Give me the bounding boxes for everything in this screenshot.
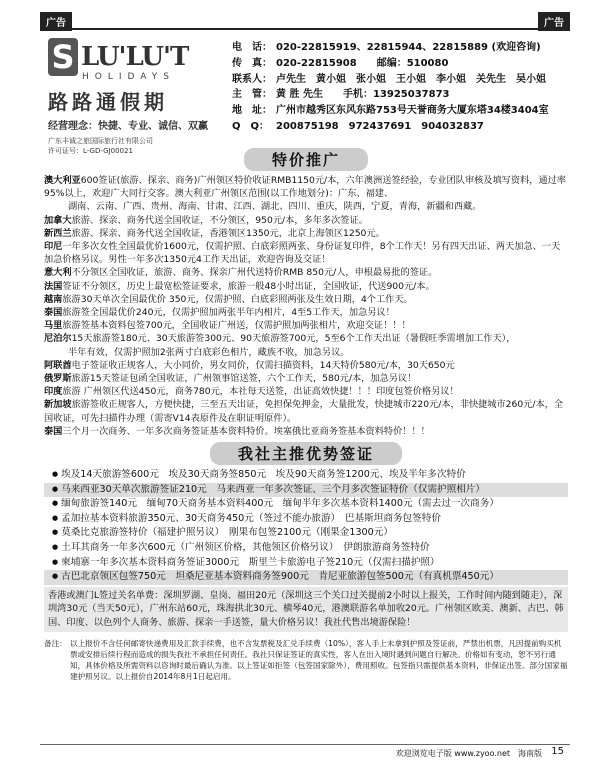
visa-item: [44, 200, 568, 213]
visa-country: 阿联酋: [44, 359, 72, 371]
visa-country: 印尼: [44, 241, 63, 253]
ad-label-right: 广告: [538, 12, 570, 31]
visa-country: 新西兰: [44, 227, 72, 239]
advantage-item: ● 古巴北京领区包签750元 坦桑尼亚基本资料商务签900元 肯尼亚旅游包签500元（有真机票450元）: [44, 570, 568, 585]
visa-detail: 电子签证收正规客人，大小同价，男女同价，仅需扫描资料，14天特价580元/本，30天650元: [71, 359, 455, 371]
contact-label: 地 址：: [232, 105, 272, 117]
visa-item: [44, 174, 568, 200]
contact-label: Q Q：: [232, 120, 270, 132]
page-number: 15: [551, 746, 564, 757]
visa-item: [44, 214, 568, 227]
visa-detail: 半年有效，仅需护照加2张两寸白底彩色相片，藏族不收，加急另议。: [68, 346, 350, 358]
visa-item: [44, 266, 568, 279]
visa-item: [44, 346, 568, 359]
contact-manager: [232, 87, 568, 103]
visa-country: 意大利: [44, 267, 72, 279]
visa-detail: 旅游、探亲、商务代送全国收证，香港领区1350元，北京上海领区1250元。: [71, 227, 385, 239]
remarks: [44, 638, 568, 682]
visa-item: [44, 398, 568, 424]
visa-detail: 旅游签全国最优价240元，仅需护照加两张半年内相片，4至5工作天，加急另议！: [62, 307, 395, 319]
advantage-item: ● 孟加拉基本资料旅游350元、30天商务450元（签过不能办旅游） 巴基斯坦商务包签特价: [44, 512, 568, 527]
remarks-label: 备注：: [44, 638, 67, 648]
logo-brand-cn: 路路通假期: [48, 90, 168, 114]
visa-item: [44, 306, 568, 319]
visa-country: 泰国: [44, 307, 63, 319]
visa-item: [44, 372, 568, 385]
visa-detail: 旅游签收正规客人，方便快捷，三至五天出证，免担保免押金，大量批发，快捷城市220元/本，非快捷城市260元/本，全国收证，可先扫描件办理（需寄V14表原件及在职证明原件）。: [44, 399, 564, 424]
visa-detail: 旅游签基本资料包签700元，全国收证广州送，仅需护照加两张相片，欢迎交证！！！: [62, 320, 411, 332]
visa-detail: 600签证(旅游、探亲、商务)广州领区特价收证RMB1150元/本，六年澳洲送签经验，专业团队审核及填写资料，通过率95%以上，欢迎广大同行交客。澳大利亚广州领区范围(以工作地划分)：广东、福建、: [44, 175, 566, 200]
footer-text: 欢迎浏览电子版 www.zyoo.net 海南版: [395, 749, 542, 758]
license-number: 许可证号：L-GD-GJ00021: [48, 147, 133, 155]
visa-detail: 旅游、探亲、商务代送全国收证，不分领区，950元/本，多年多次签证。: [71, 214, 368, 226]
footer-divider: [40, 744, 570, 745]
contact-value: 020-22815908 邮编：510080: [276, 57, 449, 69]
visa-country: 加拿大: [44, 214, 72, 226]
advantage-item: ● 土耳其商务一年多次600元（广州领区价格，其他领区价格另议） 伊朗旅游商务签特价: [44, 541, 568, 556]
contact-phone: [232, 40, 568, 56]
visa-detail: 三个月一次商务、一年多次商务签证基本资料特价。埃塞俄比亚商务签基本资料特价！！！: [62, 425, 430, 437]
visa-detail: 旅游 广州领区代送450元，商务780元，本社每天送签，出证高效快捷！！！印度包签价格另议！: [62, 386, 459, 398]
visa-detail: 湖南、云南、广西、贵州、海南、甘肃、江西、湖北、四川、重庆，陕西，宁夏，青海，新疆和西藏。: [68, 201, 482, 213]
advantage-item: ● 缅甸旅游签140元 缅甸70天商务基本资料400元 缅甸半年多次基本资料1400元（需去过一次商务）: [44, 497, 568, 512]
logo: [48, 38, 220, 156]
contact-label: 联系人：: [232, 73, 272, 85]
contact-label: 电 话：: [232, 42, 272, 53]
visa-item: [44, 385, 568, 398]
logo-mark: [48, 38, 220, 76]
contact-qq: [232, 119, 568, 135]
visa-detail: 旅游30天单次全国最优价 350元，仅需护照、白底彩照两张及生效日期，4个工作天。: [62, 293, 413, 305]
logo-slogan: 经营理念：快捷、专业、诚信、双赢: [48, 121, 208, 132]
visa-detail: 旅游15天签证包函全国收证，广州领事馆送签，六个工作天，580元/本，加急另议！: [71, 373, 417, 385]
section-title-text: 特价推广: [244, 148, 368, 171]
contact-value: 020-22815919、22815944、22815889 (欢迎咨询): [276, 42, 541, 53]
visa-item: [44, 280, 568, 293]
visa-detail: 15天旅游签180元、30天旅游签300元、90天旅游签700元，5至6个工作天出证（暑假旺季需增加工作天），: [71, 333, 516, 345]
advantage-item: ● 埃及14天旅游签600元 埃及30天商务签850元 埃及90天商务签1200元、埃及半年多次特价: [44, 468, 568, 483]
visa-detail: 签证不分领区，历史上最宽松签证要求，旅游一般48小时出证，全国收证，代送900元/本。: [62, 280, 435, 292]
visa-country: 尼泊尔: [44, 333, 72, 345]
visa-country: 新加坡: [44, 399, 72, 411]
contact-label: 主 管：: [232, 89, 272, 101]
visa-list: [44, 174, 568, 438]
advantage-item: ● 马来西亚30天单次旅游签证210元 马来西亚一年多次签证、三个月多次签证特价（仅需护照相片）: [44, 483, 568, 498]
visa-country: 俄罗斯: [44, 373, 72, 385]
visa-country: 印度: [44, 386, 63, 398]
remarks-text: 以上报价不含任何邮寄快递费用及汇款手续费，也不含发票税及汇兑手续费（10%），客人手上未拿到护照及签证前，严禁出机票，凡因提前购买机票或安排后续行程而造成的损失我社不承担任何责任。我社只保证签证的真实性，客人在出入境时遇到问题自行解决。价格如有变动，恕不另行通知，具体价格及所需资料以咨询时最后确认为准。以上签证如拒签（包签国家除外），费用照收。包签指只需提供基本资料，非保证出签。部分国家福建护照另议。以上报价自2014年8月1日起启用。: [70, 638, 568, 681]
visa-detail: 不分领区全国收证，旅游、商务、探亲广州代送特价RMB 850元/人，申根最易批的签证。: [71, 267, 438, 279]
visa-item: [44, 425, 568, 438]
contact-info: [232, 40, 568, 135]
section-title-advantage: [44, 442, 568, 465]
advantage-item: ● 莫桑比克旅游签特价（福建护照另议） 刚果布包签2100元（刚果金1300元）: [44, 526, 568, 541]
contact-value: 卢先生 黄小姐 张小姐 王小姐 李小姐 关先生 吴小姐: [276, 73, 546, 85]
section-title-text: 我社主推优势签证: [210, 442, 402, 465]
header: [44, 34, 568, 155]
visa-country: 澳大利亚: [44, 175, 81, 186]
visa-country: 法国: [44, 280, 63, 292]
visa-item: [44, 293, 568, 306]
contact-person: [232, 72, 568, 88]
hk-macau-notice: 香港或澳门L签过关名单费：深圳罗湖、皇岗、福田20元（深圳这三个关口过关提前2小时以上报关，工作时间内随到随走），深圳湾30元（当天50元），广州东站60元，珠海拱北30元、横琴40元，港澳联游名单加收20元。广州领区欧美、澳新、古巴、韩国、印度、以色列个人商务、旅游、探亲一手送签，量大价格另议！我社代售出境游保险！: [44, 587, 568, 632]
advantage-item: ● 柬埔寨一年多次基本资料商务签证3000元 斯里兰卡旅游电子签210元（仅需扫描护照）: [44, 556, 568, 571]
contact-value: 广州市越秀区东风东路753号天誉商务大厦东塔34楼3404室: [276, 105, 549, 117]
ad-label-left: 广告: [40, 12, 72, 31]
visa-country: 越南: [44, 293, 63, 305]
contact-address: [232, 103, 568, 119]
contact-value: 黄 胜 先生 手机：13925037873: [276, 89, 450, 101]
visa-detail: 一年多次女性全国最优价1600元，仅需护照、白底彩照两张、身份证复印件，8个工作天！另有四天出证、两天加急、一天加急价格另议。男性一年多次1350元4工作天出证，欢迎咨询及交证！: [44, 241, 561, 266]
contact-value: 200875198 972437691 904032837: [276, 120, 484, 132]
contact-fax: [232, 56, 568, 72]
logo-brand-en: LU'LU'T: [81, 42, 189, 72]
company-name: 广东丰诚之旅国际旅行社有限公司: [48, 137, 153, 145]
visa-item: [44, 332, 568, 345]
contact-label: 传 真：: [232, 57, 272, 69]
top-divider: [40, 28, 570, 30]
visa-country: 泰国: [44, 425, 63, 437]
visa-item: [44, 240, 568, 266]
visa-item: [44, 319, 568, 332]
ad-page: [44, 34, 568, 682]
visa-country: 马里: [44, 320, 63, 332]
logo-s-icon: S: [48, 38, 78, 76]
advantage-list: [44, 468, 568, 585]
visa-item: [44, 227, 568, 240]
logo-holidays: HOLIDAYS: [82, 72, 175, 82]
visa-item: [44, 359, 568, 372]
